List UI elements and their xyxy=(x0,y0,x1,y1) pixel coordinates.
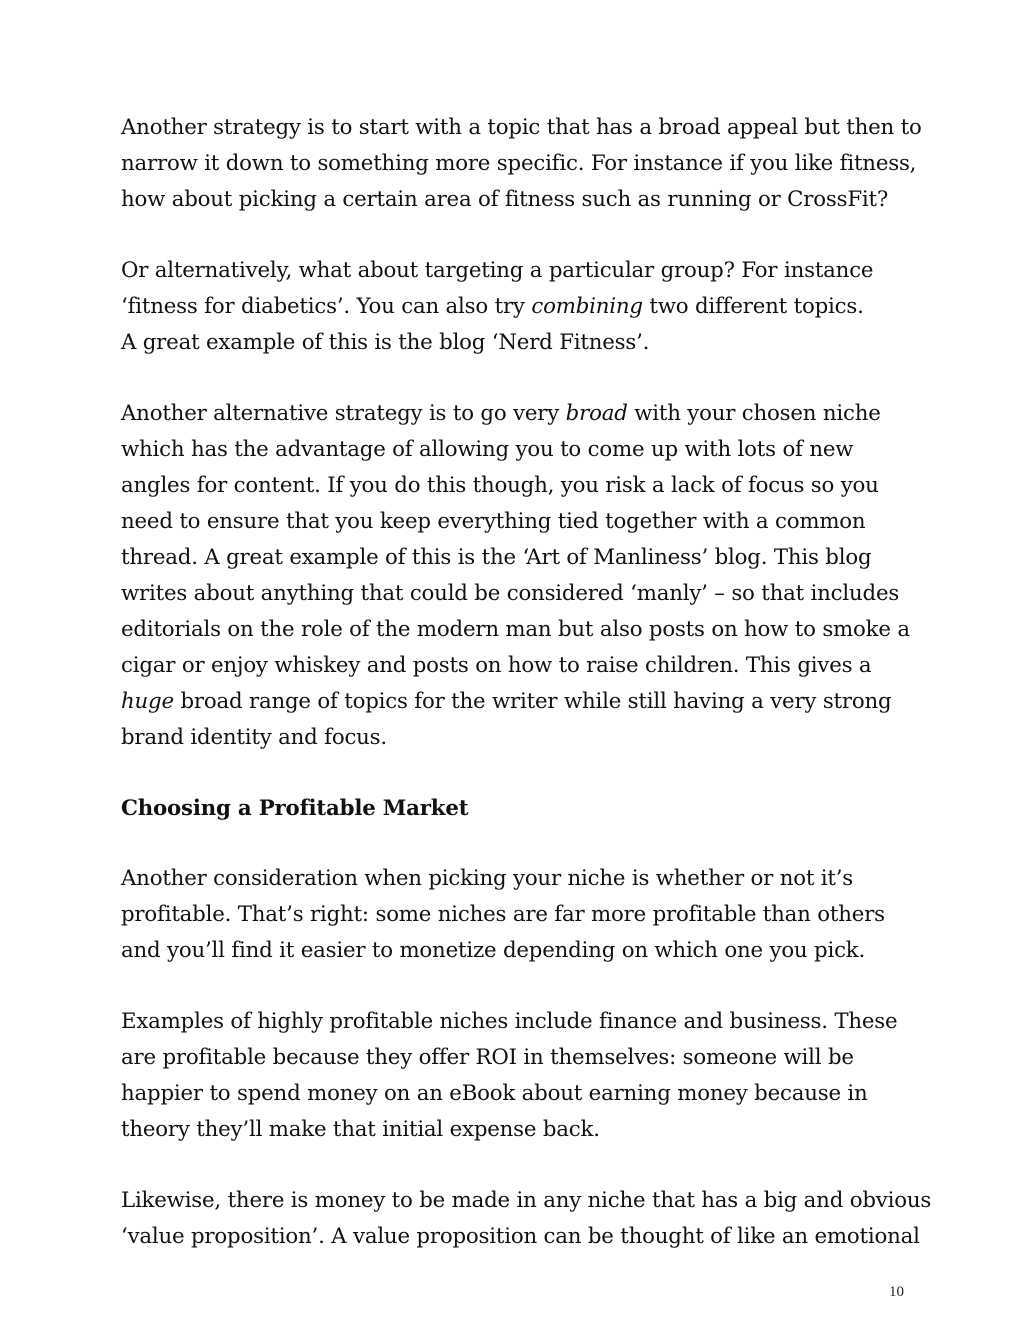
text-line xyxy=(121,1112,911,1148)
text-line xyxy=(121,325,911,361)
text-line xyxy=(121,253,911,289)
body-text: writes about anything that could be considered ‘manly’ – so that includes xyxy=(121,581,900,606)
text-line xyxy=(121,110,922,146)
body-text: angles for content. If you do this though, you risk a lack of focus so you xyxy=(121,473,879,498)
body-text: editorials on the role of the modern man but also posts on how to smoke a xyxy=(121,617,910,642)
text-line xyxy=(121,182,911,218)
body-text: A great example of this is the blog ‘Nerd Fitness’. xyxy=(121,330,650,355)
emphasis-text: broad xyxy=(565,401,628,426)
body-text: profitable. That’s right: some niches are far more profitable than others xyxy=(121,902,885,927)
text-line xyxy=(121,468,911,504)
section-heading: Choosing a Profitable Market xyxy=(121,796,469,821)
body-text: and you’ll find it easier to monetize depending on which one you pick. xyxy=(121,938,866,963)
text-line xyxy=(121,612,911,648)
body-text: are profitable because they offer ROI in themselves: someone will be xyxy=(121,1045,854,1070)
paragraph xyxy=(121,861,911,969)
emphasis-text: combining xyxy=(531,294,643,319)
paragraph xyxy=(121,396,911,756)
body-text: need to ensure that you keep everything tied together with a common xyxy=(121,509,866,534)
body-text: brand identity and focus. xyxy=(121,725,387,750)
text-line xyxy=(121,1219,920,1255)
document-page xyxy=(121,110,932,1290)
body-text: Or alternatively, what about targeting a particular group? For instance xyxy=(121,258,874,283)
body-text: Examples of highly profitable niches include finance and business. These xyxy=(121,1009,898,1034)
body-text: theory they’ll make that initial expense back. xyxy=(121,1117,600,1142)
body-text: Likewise, there is money to be made in any niche that has a big and obvious xyxy=(121,1188,932,1213)
body-text: how about picking a certain area of fitness such as running or CrossFit? xyxy=(121,187,889,212)
text-line xyxy=(121,396,911,432)
text-line xyxy=(121,540,911,576)
body-text: which has the advantage of allowing you to come up with lots of new xyxy=(121,437,854,462)
text-line xyxy=(121,933,911,969)
text-line xyxy=(121,648,911,684)
text-line xyxy=(121,1183,932,1219)
text-line xyxy=(121,1040,911,1076)
body-text: happier to spend money on an eBook about earning money because in xyxy=(121,1081,868,1106)
text-line xyxy=(121,720,911,756)
paragraph xyxy=(121,110,922,218)
text-line xyxy=(121,289,911,325)
paragraph xyxy=(121,1004,911,1148)
text-line xyxy=(121,684,911,720)
paragraph xyxy=(121,253,911,361)
text-line xyxy=(121,1076,911,1112)
body-text: ‘fitness for diabetics’. You can also try xyxy=(121,294,532,319)
text-line xyxy=(121,432,911,468)
text-line xyxy=(121,146,917,182)
text-line xyxy=(121,861,911,897)
text-line xyxy=(121,504,911,540)
page-number: 10 xyxy=(889,1284,904,1300)
text-line xyxy=(121,897,911,933)
body-text: ‘value proposition’. A value proposition can be thought of like an emotional xyxy=(121,1224,920,1249)
text-line xyxy=(121,1004,911,1040)
body-text: with your chosen niche xyxy=(627,401,881,426)
paragraph xyxy=(121,1183,932,1255)
body-text: Another alternative strategy is to go very xyxy=(121,401,566,426)
body-text: broad range of topics for the writer while still having a very strong xyxy=(173,689,892,714)
body-text: narrow it down to something more specific. For instance if you like fitness, xyxy=(121,151,917,176)
body-text: two different topics. xyxy=(642,294,864,319)
body-text: cigar or enjoy whiskey and posts on how to raise children. This gives a xyxy=(121,653,872,678)
body-text: Another consideration when picking your niche is whether or not it’s xyxy=(121,866,854,891)
emphasis-text: huge xyxy=(121,689,174,714)
body-text: thread. A great example of this is the ‘Art of Manliness’ blog. This blog xyxy=(121,545,872,570)
body-text: Another strategy is to start with a topic that has a broad appeal but then to xyxy=(121,115,922,140)
text-line xyxy=(121,576,911,612)
